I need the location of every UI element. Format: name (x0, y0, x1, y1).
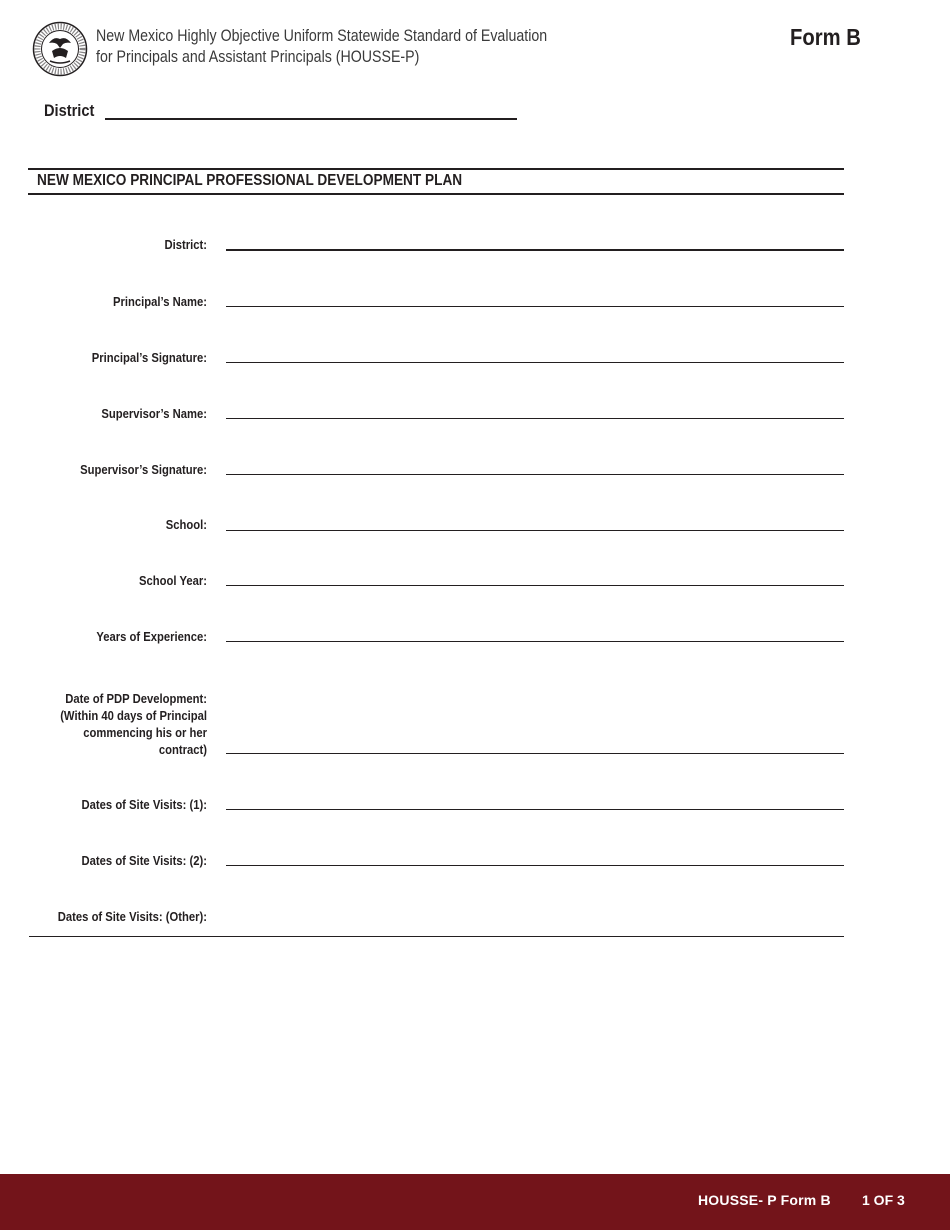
supervisor-signature-field[interactable] (226, 474, 844, 475)
district-field[interactable] (226, 249, 844, 251)
site-visit-other-field[interactable] (29, 936, 844, 937)
state-seal-icon (32, 21, 88, 77)
principal-name-field[interactable] (226, 306, 844, 307)
years-of-experience-field[interactable] (226, 641, 844, 642)
pdp-label-line1: Date of PDP Development: (65, 692, 207, 706)
supervisor-name-label: Supervisor’s Name: (101, 407, 207, 421)
principal-name-label: Principal’s Name: (113, 295, 207, 309)
principal-signature-field[interactable] (226, 362, 844, 363)
site-visit-1-field[interactable] (226, 809, 844, 810)
footer-bar (0, 1174, 950, 1230)
school-field[interactable] (226, 530, 844, 531)
header-title-line2: for Principals and Assistant Principals (HOUSSE-P) (96, 48, 420, 66)
section-rule-bottom (28, 193, 844, 195)
section-heading: NEW MEXICO PRINCIPAL PROFESSIONAL DEVELOPMENT PLAN (37, 172, 463, 189)
header-title (96, 26, 547, 68)
principal-signature-label: Principal’s Signature: (91, 351, 207, 365)
district-label: District: (164, 238, 207, 252)
pdp-label-line4: contract) (158, 743, 207, 757)
supervisor-name-field[interactable] (226, 418, 844, 419)
pdp-label-line3: commencing his or her (83, 726, 207, 740)
site-visit-2-field[interactable] (226, 865, 844, 866)
pdp-development-date-label (36, 691, 207, 759)
site-visit-other-label: Dates of Site Visits: (Other): (57, 910, 207, 924)
years-of-experience-label: Years of Experience: (96, 630, 207, 644)
pdp-development-date-field[interactable] (226, 753, 844, 754)
section-rule-top (28, 168, 844, 170)
footer-form-label: HOUSSE- P Form B (698, 1192, 831, 1208)
school-year-field[interactable] (226, 585, 844, 586)
pdp-label-line2: (Within 40 days of Principal (60, 709, 207, 723)
top-district-label: District (44, 101, 95, 120)
footer-page-number: 1 OF 3 (862, 1192, 905, 1208)
top-district-field[interactable] (105, 118, 517, 120)
school-year-label: School Year: (139, 574, 207, 588)
header-title-line1: New Mexico Highly Objective Uniform Statewide Standard of Evaluation (96, 27, 548, 45)
school-label: School: (165, 518, 207, 532)
supervisor-signature-label: Supervisor’s Signature: (80, 463, 207, 477)
site-visit-1-label: Dates of Site Visits: (1): (81, 798, 207, 812)
site-visit-2-label: Dates of Site Visits: (2): (81, 854, 207, 868)
form-id: Form B (790, 24, 861, 50)
